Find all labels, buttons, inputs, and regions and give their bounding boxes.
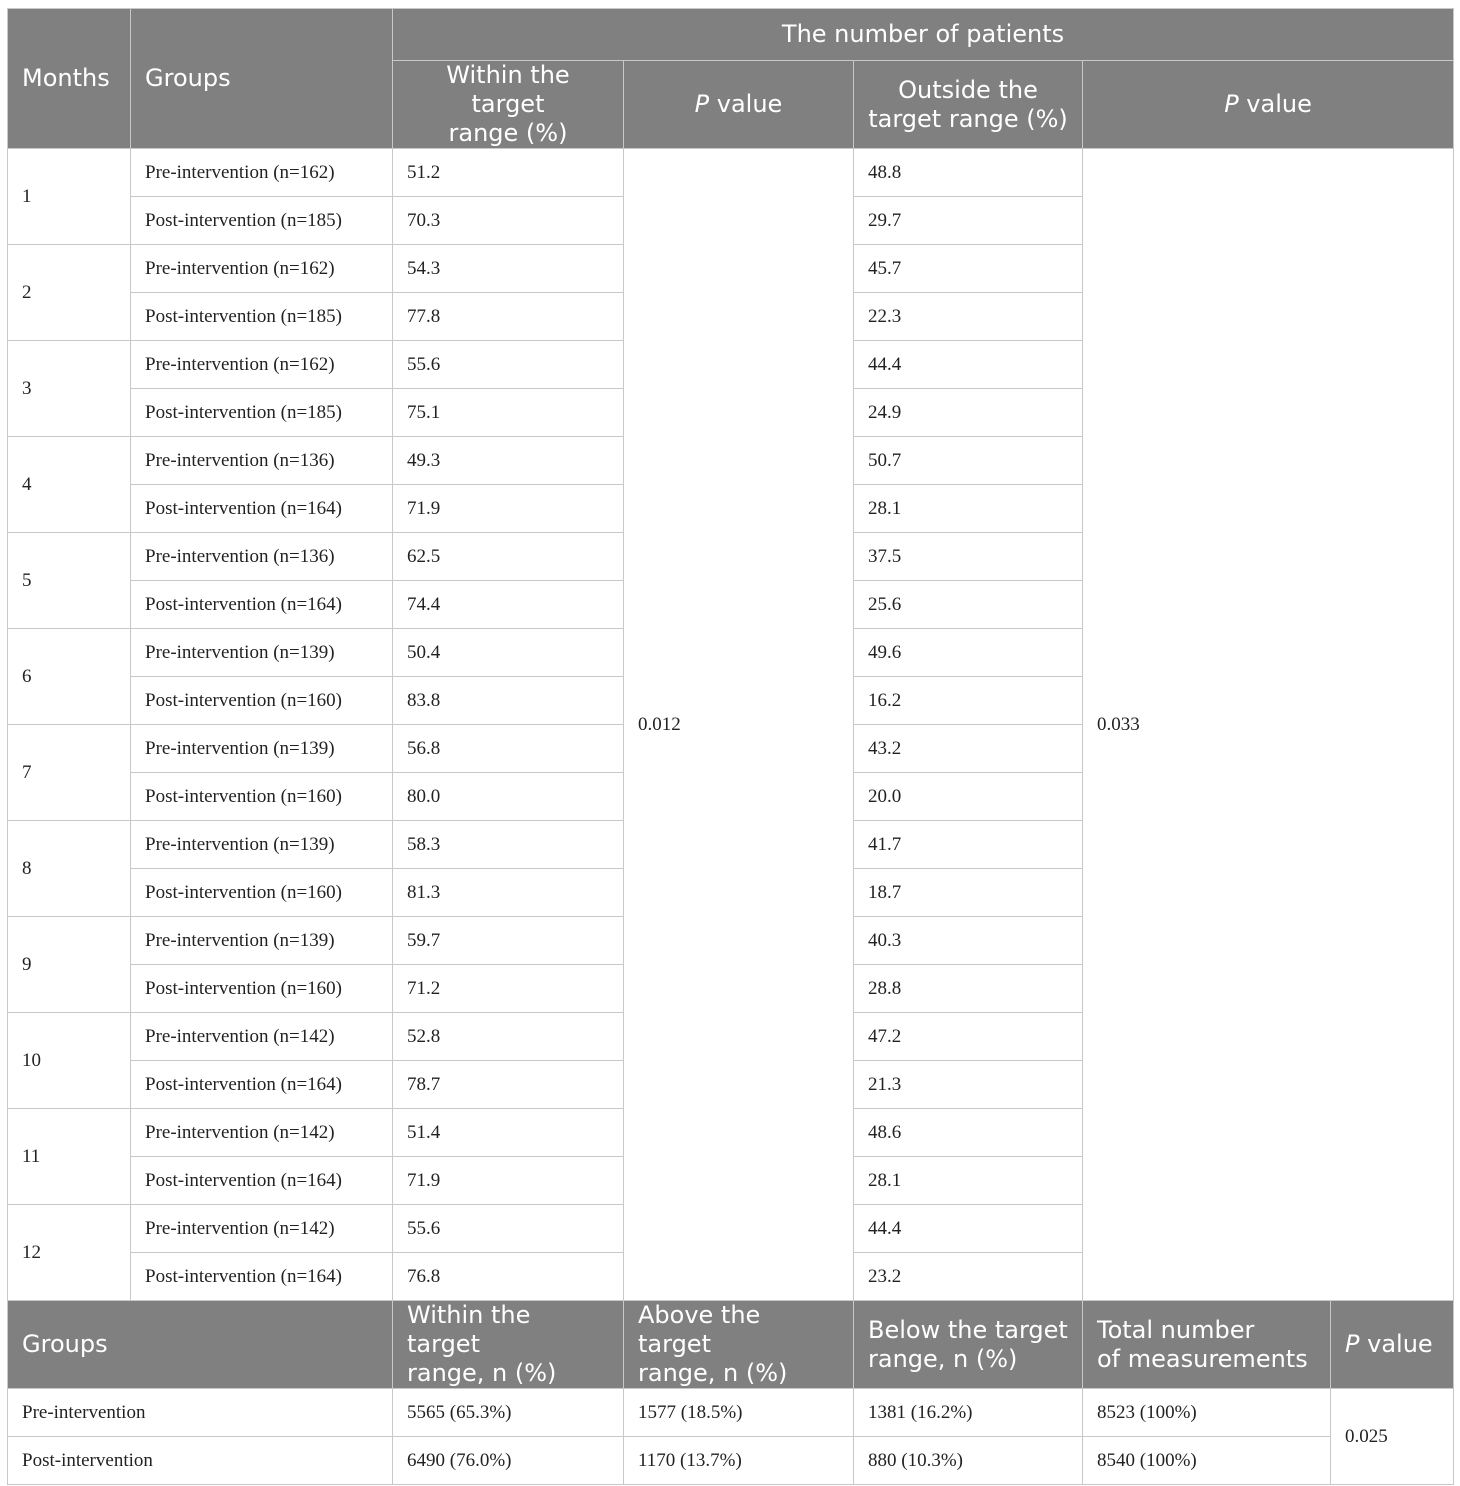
summary-header-total: Total number of measurements xyxy=(1083,1301,1331,1389)
summary-within-cell: 5565 (65.3%) xyxy=(393,1389,624,1437)
within-range-cell: 78.7 xyxy=(393,1061,624,1109)
group-cell: Post-intervention (n=160) xyxy=(131,869,393,917)
group-cell: Pre-intervention (n=139) xyxy=(131,725,393,773)
header-months: Months xyxy=(8,9,131,149)
within-range-cell: 71.9 xyxy=(393,485,624,533)
outside-range-cell: 25.6 xyxy=(854,581,1083,629)
group-cell: Post-intervention (n=160) xyxy=(131,677,393,725)
outside-range-cell: 16.2 xyxy=(854,677,1083,725)
within-range-cell: 70.3 xyxy=(393,197,624,245)
group-cell: Pre-intervention (n=142) xyxy=(131,1205,393,1253)
header-outside-range: Outside the target range (%) xyxy=(854,61,1083,149)
within-range-cell: 76.8 xyxy=(393,1253,624,1301)
within-range-cell: 51.4 xyxy=(393,1109,624,1157)
group-cell: Post-intervention (n=160) xyxy=(131,773,393,821)
within-range-cell: 50.4 xyxy=(393,629,624,677)
outside-range-cell: 18.7 xyxy=(854,869,1083,917)
month-cell: 11 xyxy=(8,1109,131,1205)
month-cell: 7 xyxy=(8,725,131,821)
summary-within-cell: 6490 (76.0%) xyxy=(393,1437,624,1485)
summary-below-cell: 1381 (16.2%) xyxy=(854,1389,1083,1437)
outside-range-cell: 28.1 xyxy=(854,1157,1083,1205)
month-cell: 6 xyxy=(8,629,131,725)
outside-range-cell: 50.7 xyxy=(854,437,1083,485)
outside-range-cell: 29.7 xyxy=(854,197,1083,245)
summary-below-cell: 880 (10.3%) xyxy=(854,1437,1083,1485)
summary-total-cell: 8540 (100%) xyxy=(1083,1437,1331,1485)
outside-range-cell: 48.8 xyxy=(854,149,1083,197)
month-cell: 9 xyxy=(8,917,131,1013)
within-range-cell: 56.8 xyxy=(393,725,624,773)
outside-range-cell: 20.0 xyxy=(854,773,1083,821)
within-range-cell: 71.2 xyxy=(393,965,624,1013)
summary-header-below: Below the target range, n (%) xyxy=(854,1301,1083,1389)
outside-range-cell: 44.4 xyxy=(854,1205,1083,1253)
within-range-cell: 55.6 xyxy=(393,341,624,389)
outside-range-cell: 44.4 xyxy=(854,341,1083,389)
group-cell: Pre-intervention (n=136) xyxy=(131,437,393,485)
summary-above-cell: 1577 (18.5%) xyxy=(624,1389,854,1437)
within-range-cell: 58.3 xyxy=(393,821,624,869)
outside-range-cell: 40.3 xyxy=(854,917,1083,965)
group-cell: Post-intervention (n=164) xyxy=(131,1157,393,1205)
summary-header-above: Above the target range, n (%) xyxy=(624,1301,854,1389)
outside-range-cell: 45.7 xyxy=(854,245,1083,293)
within-range-cell: 74.4 xyxy=(393,581,624,629)
summary-header-within: Within the target range, n (%) xyxy=(393,1301,624,1389)
header-p-value-within: P value xyxy=(624,61,854,149)
group-cell: Pre-intervention (n=139) xyxy=(131,917,393,965)
within-range-cell: 51.2 xyxy=(393,149,624,197)
summary-row xyxy=(8,1389,1454,1437)
summary-header-groups: Groups xyxy=(8,1301,393,1389)
summary-header-row xyxy=(8,1301,1454,1389)
group-cell: Pre-intervention (n=142) xyxy=(131,1109,393,1157)
header-within-range: Within the target range (%) xyxy=(393,61,624,149)
outside-range-cell: 48.6 xyxy=(854,1109,1083,1157)
group-cell: Post-intervention (n=185) xyxy=(131,293,393,341)
group-cell: Post-intervention (n=164) xyxy=(131,1253,393,1301)
month-cell: 2 xyxy=(8,245,131,341)
month-cell: 8 xyxy=(8,821,131,917)
group-cell: Post-intervention (n=185) xyxy=(131,389,393,437)
outside-range-cell: 47.2 xyxy=(854,1013,1083,1061)
outside-range-cell: 28.8 xyxy=(854,965,1083,1013)
group-cell: Post-intervention (n=185) xyxy=(131,197,393,245)
outside-range-cell: 37.5 xyxy=(854,533,1083,581)
month-cell: 4 xyxy=(8,437,131,533)
within-range-cell: 59.7 xyxy=(393,917,624,965)
summary-total-cell: 8523 (100%) xyxy=(1083,1389,1331,1437)
group-cell: Post-intervention (n=164) xyxy=(131,1061,393,1109)
outside-range-cell: 49.6 xyxy=(854,629,1083,677)
within-range-cell: 49.3 xyxy=(393,437,624,485)
summary-row xyxy=(8,1437,1454,1485)
group-cell: Pre-intervention (n=142) xyxy=(131,1013,393,1061)
within-range-cell: 75.1 xyxy=(393,389,624,437)
group-cell: Post-intervention (n=160) xyxy=(131,965,393,1013)
summary-header-p-value: P value xyxy=(1331,1301,1454,1389)
group-cell: Pre-intervention (n=162) xyxy=(131,341,393,389)
header-groups: Groups xyxy=(131,9,393,149)
outside-range-cell: 41.7 xyxy=(854,821,1083,869)
group-cell: Pre-intervention (n=139) xyxy=(131,821,393,869)
outside-range-cell: 43.2 xyxy=(854,725,1083,773)
summary-group-cell: Pre-intervention xyxy=(8,1389,393,1437)
within-range-cell: 54.3 xyxy=(393,245,624,293)
summary-above-cell: 1170 (13.7%) xyxy=(624,1437,854,1485)
outside-range-cell: 23.2 xyxy=(854,1253,1083,1301)
summary-p-value-cell: 0.025 xyxy=(1331,1389,1454,1485)
group-cell: Post-intervention (n=164) xyxy=(131,485,393,533)
within-range-cell: 80.0 xyxy=(393,773,624,821)
table-row xyxy=(8,149,1454,197)
within-range-cell: 55.6 xyxy=(393,1205,624,1253)
within-range-cell: 77.8 xyxy=(393,293,624,341)
outside-range-cell: 21.3 xyxy=(854,1061,1083,1109)
header-number-of-patients: The number of patients xyxy=(393,9,1454,61)
outside-range-cell: 22.3 xyxy=(854,293,1083,341)
outside-range-cell: 28.1 xyxy=(854,485,1083,533)
p-value-within-cell: 0.012 xyxy=(624,149,854,1301)
summary-group-cell: Post-intervention xyxy=(8,1437,393,1485)
within-range-cell: 83.8 xyxy=(393,677,624,725)
group-cell: Pre-intervention (n=139) xyxy=(131,629,393,677)
within-range-cell: 81.3 xyxy=(393,869,624,917)
group-cell: Pre-intervention (n=162) xyxy=(131,149,393,197)
month-cell: 3 xyxy=(8,341,131,437)
header-p-value-outside: P value xyxy=(1083,61,1454,149)
group-cell: Post-intervention (n=164) xyxy=(131,581,393,629)
month-cell: 12 xyxy=(8,1205,131,1301)
month-cell: 10 xyxy=(8,1013,131,1109)
within-range-cell: 62.5 xyxy=(393,533,624,581)
outside-range-cell: 24.9 xyxy=(854,389,1083,437)
group-cell: Pre-intervention (n=162) xyxy=(131,245,393,293)
month-cell: 1 xyxy=(8,149,131,245)
group-cell: Pre-intervention (n=136) xyxy=(131,533,393,581)
results-table xyxy=(7,8,1454,1485)
within-range-cell: 52.8 xyxy=(393,1013,624,1061)
p-value-outside-cell: 0.033 xyxy=(1083,149,1454,1301)
within-range-cell: 71.9 xyxy=(393,1157,624,1205)
month-cell: 5 xyxy=(8,533,131,629)
